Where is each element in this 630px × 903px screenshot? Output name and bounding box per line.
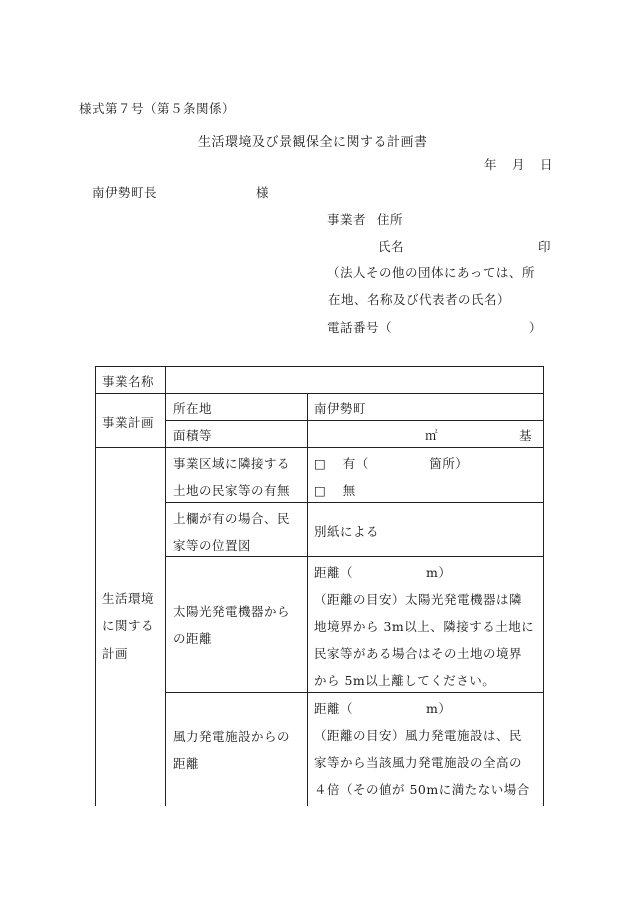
checkbox-no[interactable]: □ <box>314 483 327 498</box>
applicant-note-line1: （法人その他の団体にあっては、所 <box>327 265 535 280</box>
location-value: 南伊勢町 <box>314 401 367 416</box>
map-question-line1: 上欄が有の場合、民 <box>173 511 291 526</box>
table-rule <box>165 420 544 421</box>
table-border-right <box>543 366 544 806</box>
option-yes-count: 箇所） <box>429 456 469 471</box>
phone-label: 電話番号（ <box>327 320 393 335</box>
option-no[interactable] <box>314 481 356 499</box>
form-number: 様式第７号（第５条関係） <box>79 101 236 116</box>
table-border-left <box>95 366 96 806</box>
solar-guide-line3: 民家等がある場合はその土地の境界 <box>314 646 523 661</box>
table-rule <box>95 393 544 394</box>
date-year: 年 <box>484 157 498 172</box>
plan-table <box>95 366 544 806</box>
area-label: 面積等 <box>173 428 213 443</box>
table-border-top <box>95 366 544 367</box>
solar-distance-unit: m） <box>426 565 452 580</box>
wind-guide-line2: 家等から当該風力発電施設の全高の <box>314 755 523 770</box>
option-yes-label: 有（ <box>342 456 369 471</box>
document-title: 生活環境及び景観保全に関する計画書 <box>198 135 428 150</box>
table-rule <box>165 556 544 557</box>
solar-distance-label: 距離（ <box>314 565 354 580</box>
address-label: 住所 <box>377 212 404 227</box>
env-label-line1: 生活環境 <box>102 591 155 606</box>
solar-question-line2: の距離 <box>173 631 213 646</box>
table-rule <box>165 366 166 806</box>
neighbor-question-line1: 事業区域に隣接する <box>173 456 291 471</box>
name-label: 氏名 <box>378 239 405 254</box>
env-label-line2: に関する <box>102 618 155 633</box>
wind-distance-label: 距離（ <box>314 701 354 716</box>
location-label: 所在地 <box>173 401 213 416</box>
area-unit: ㎡ <box>425 428 439 443</box>
wind-distance-unit: m） <box>426 701 452 716</box>
applicant-note-line2: 在地、名称及び代表者の氏名） <box>328 292 511 307</box>
wind-question-line1: 風力発電施設からの <box>173 729 291 744</box>
solar-question-line1: 太陽光発電機器から <box>173 604 291 619</box>
project-name-label: 事業名称 <box>102 374 155 389</box>
option-yes[interactable] <box>314 454 468 472</box>
table-rule <box>165 502 544 503</box>
table-rule <box>307 393 308 806</box>
recipient-honorific: 様 <box>256 185 270 200</box>
wind-question-line2: 距離 <box>173 756 200 771</box>
count-unit: 基 <box>519 428 533 443</box>
date-month: 月 <box>512 157 526 172</box>
solar-guide-line4: から 5m以上離してください。 <box>314 673 496 688</box>
table-rule <box>95 447 544 448</box>
table-rule <box>165 692 544 693</box>
applicant-label: 事業者 <box>327 212 367 227</box>
wind-guide-line1: （距離の目安）風力発電施設は、民 <box>314 728 523 743</box>
solar-guide-line2: 地境界から 3m以上、隣接する土地に <box>314 619 535 634</box>
neighbor-question-line2: 土地の民家等の有無 <box>173 483 291 498</box>
phone-close: ） <box>529 320 543 335</box>
option-no-label: 無 <box>342 483 356 498</box>
seal-mark: 印 <box>538 239 552 254</box>
wind-guide-line3: ４倍（その値が 50mに満たない場合 <box>314 782 530 797</box>
solar-guide-line1: （距離の目安）太陽光発電機器は隣 <box>314 592 523 607</box>
map-question-line2: 家等の位置図 <box>173 538 252 553</box>
checkbox-yes[interactable]: □ <box>314 456 327 471</box>
date-day: 日 <box>540 157 554 172</box>
env-label-line3: 計画 <box>102 646 129 661</box>
plan-label: 事業計画 <box>102 415 155 430</box>
map-value: 別紙による <box>314 524 380 539</box>
recipient-name: 南伊勢町長 <box>92 185 158 200</box>
